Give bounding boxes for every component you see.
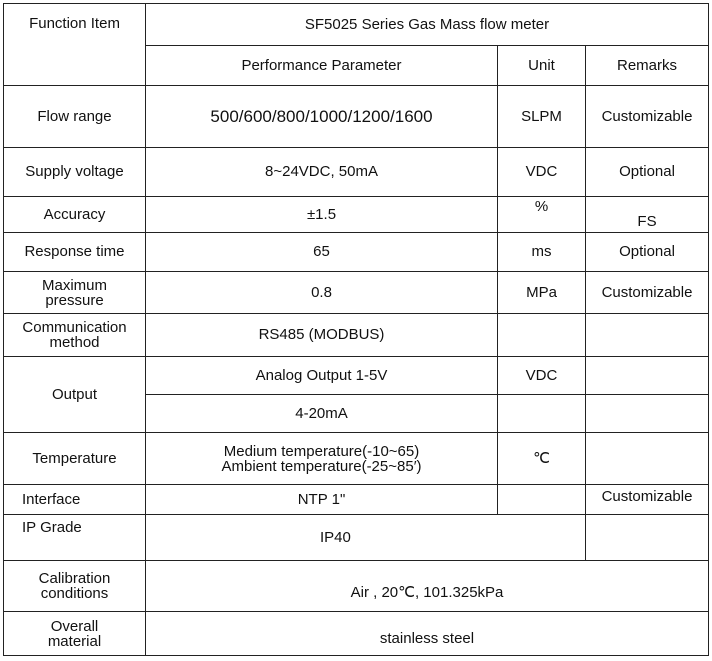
ip-grade-value: IP40 [146,515,586,561]
overall-material-item [4,612,146,656]
table-row [4,4,709,46]
output-item: Output [4,357,146,433]
table-row [4,233,709,272]
accuracy-remarks: FS [586,197,709,233]
header-title: SF5025 Series Gas Mass flow meter [146,4,709,46]
spec-table [3,3,709,656]
interface-unit [498,485,586,515]
communication-method-value: RS485 (MODBUS) [146,314,498,357]
table-row [4,485,709,515]
supply-voltage-value: 8~24VDC, 50mA [146,148,498,197]
temperature-remarks [586,433,709,485]
maximum-pressure-item-line1: Maximum [41,276,107,294]
temperature-value-line2: Ambient temperature(-25~85′) [221,457,422,475]
table-row [4,433,709,485]
accuracy-unit: % [498,197,586,233]
maximum-pressure-item-line2: pressure [45,291,104,309]
interface-value: NTP 1" [146,485,498,515]
communication-method-remarks [586,314,709,357]
table-row [4,272,709,314]
ip-grade-item: IP Grade [4,515,146,561]
overall-material-value: stainless steel [146,612,709,656]
maximum-pressure-unit: MPa [498,272,586,314]
calibration-conditions-item-line1: Calibration [38,570,111,587]
table-row [4,197,709,233]
table-row [4,314,709,357]
table-row [4,515,709,561]
response-time-value: 65 [146,233,498,272]
communication-method-item-line2: method [49,334,100,351]
response-time-remarks: Optional [586,233,709,272]
temperature-item: Temperature [4,433,146,485]
communication-method-unit [498,314,586,357]
table-row [4,86,709,148]
supply-voltage-remarks: Optional [586,148,709,197]
overall-material-item-line1: Overall [50,617,99,635]
flow-range-remarks: Customizable [586,86,709,148]
ip-grade-remarks [586,515,709,561]
table-row [4,357,709,395]
output-current-unit [498,395,586,433]
output-analog-remarks [586,357,709,395]
accuracy-value: ±1.5 [146,197,498,233]
flow-range-value: 500/600/800/1000/1200/1600 [146,86,498,148]
response-time-unit: ms [498,233,586,272]
flow-range-item: Flow range [4,86,146,148]
temperature-unit: ℃ [498,433,586,485]
output-analog-value: Analog Output 1-5V [146,357,498,395]
maximum-pressure-item [4,272,146,314]
temperature-value [146,433,498,485]
interface-item: Interface [4,485,146,515]
maximum-pressure-remarks: Customizable [586,272,709,314]
calibration-conditions-value: Air , 20℃, 101.325kPa [146,561,709,612]
table-row [4,148,709,197]
header-remarks: Remarks [586,46,709,86]
supply-voltage-item: Supply voltage [4,148,146,197]
maximum-pressure-value: 0.8 [146,272,498,314]
table-row [4,561,709,612]
calibration-conditions-item-line2: conditions [40,585,109,602]
temperature-value-line1: Medium temperature(-10~65) [223,442,420,460]
communication-method-item-line1: Communication [22,319,127,336]
response-time-item: Response time [4,233,146,272]
accuracy-item: Accuracy [4,197,146,233]
flow-range-unit: SLPM [498,86,586,148]
table-row [4,612,709,656]
supply-voltage-unit: VDC [498,148,586,197]
calibration-conditions-item [4,561,146,612]
output-current-value: 4-20mA [146,395,498,433]
communication-method-item [4,314,146,357]
header-function-item: Function Item [4,4,146,86]
header-unit: Unit [498,46,586,86]
interface-remarks: Customizable [586,485,709,515]
header-performance-parameter: Performance Parameter [146,46,498,86]
output-current-remarks [586,395,709,433]
output-analog-unit: VDC [498,357,586,395]
overall-material-item-line2: material [47,632,102,650]
